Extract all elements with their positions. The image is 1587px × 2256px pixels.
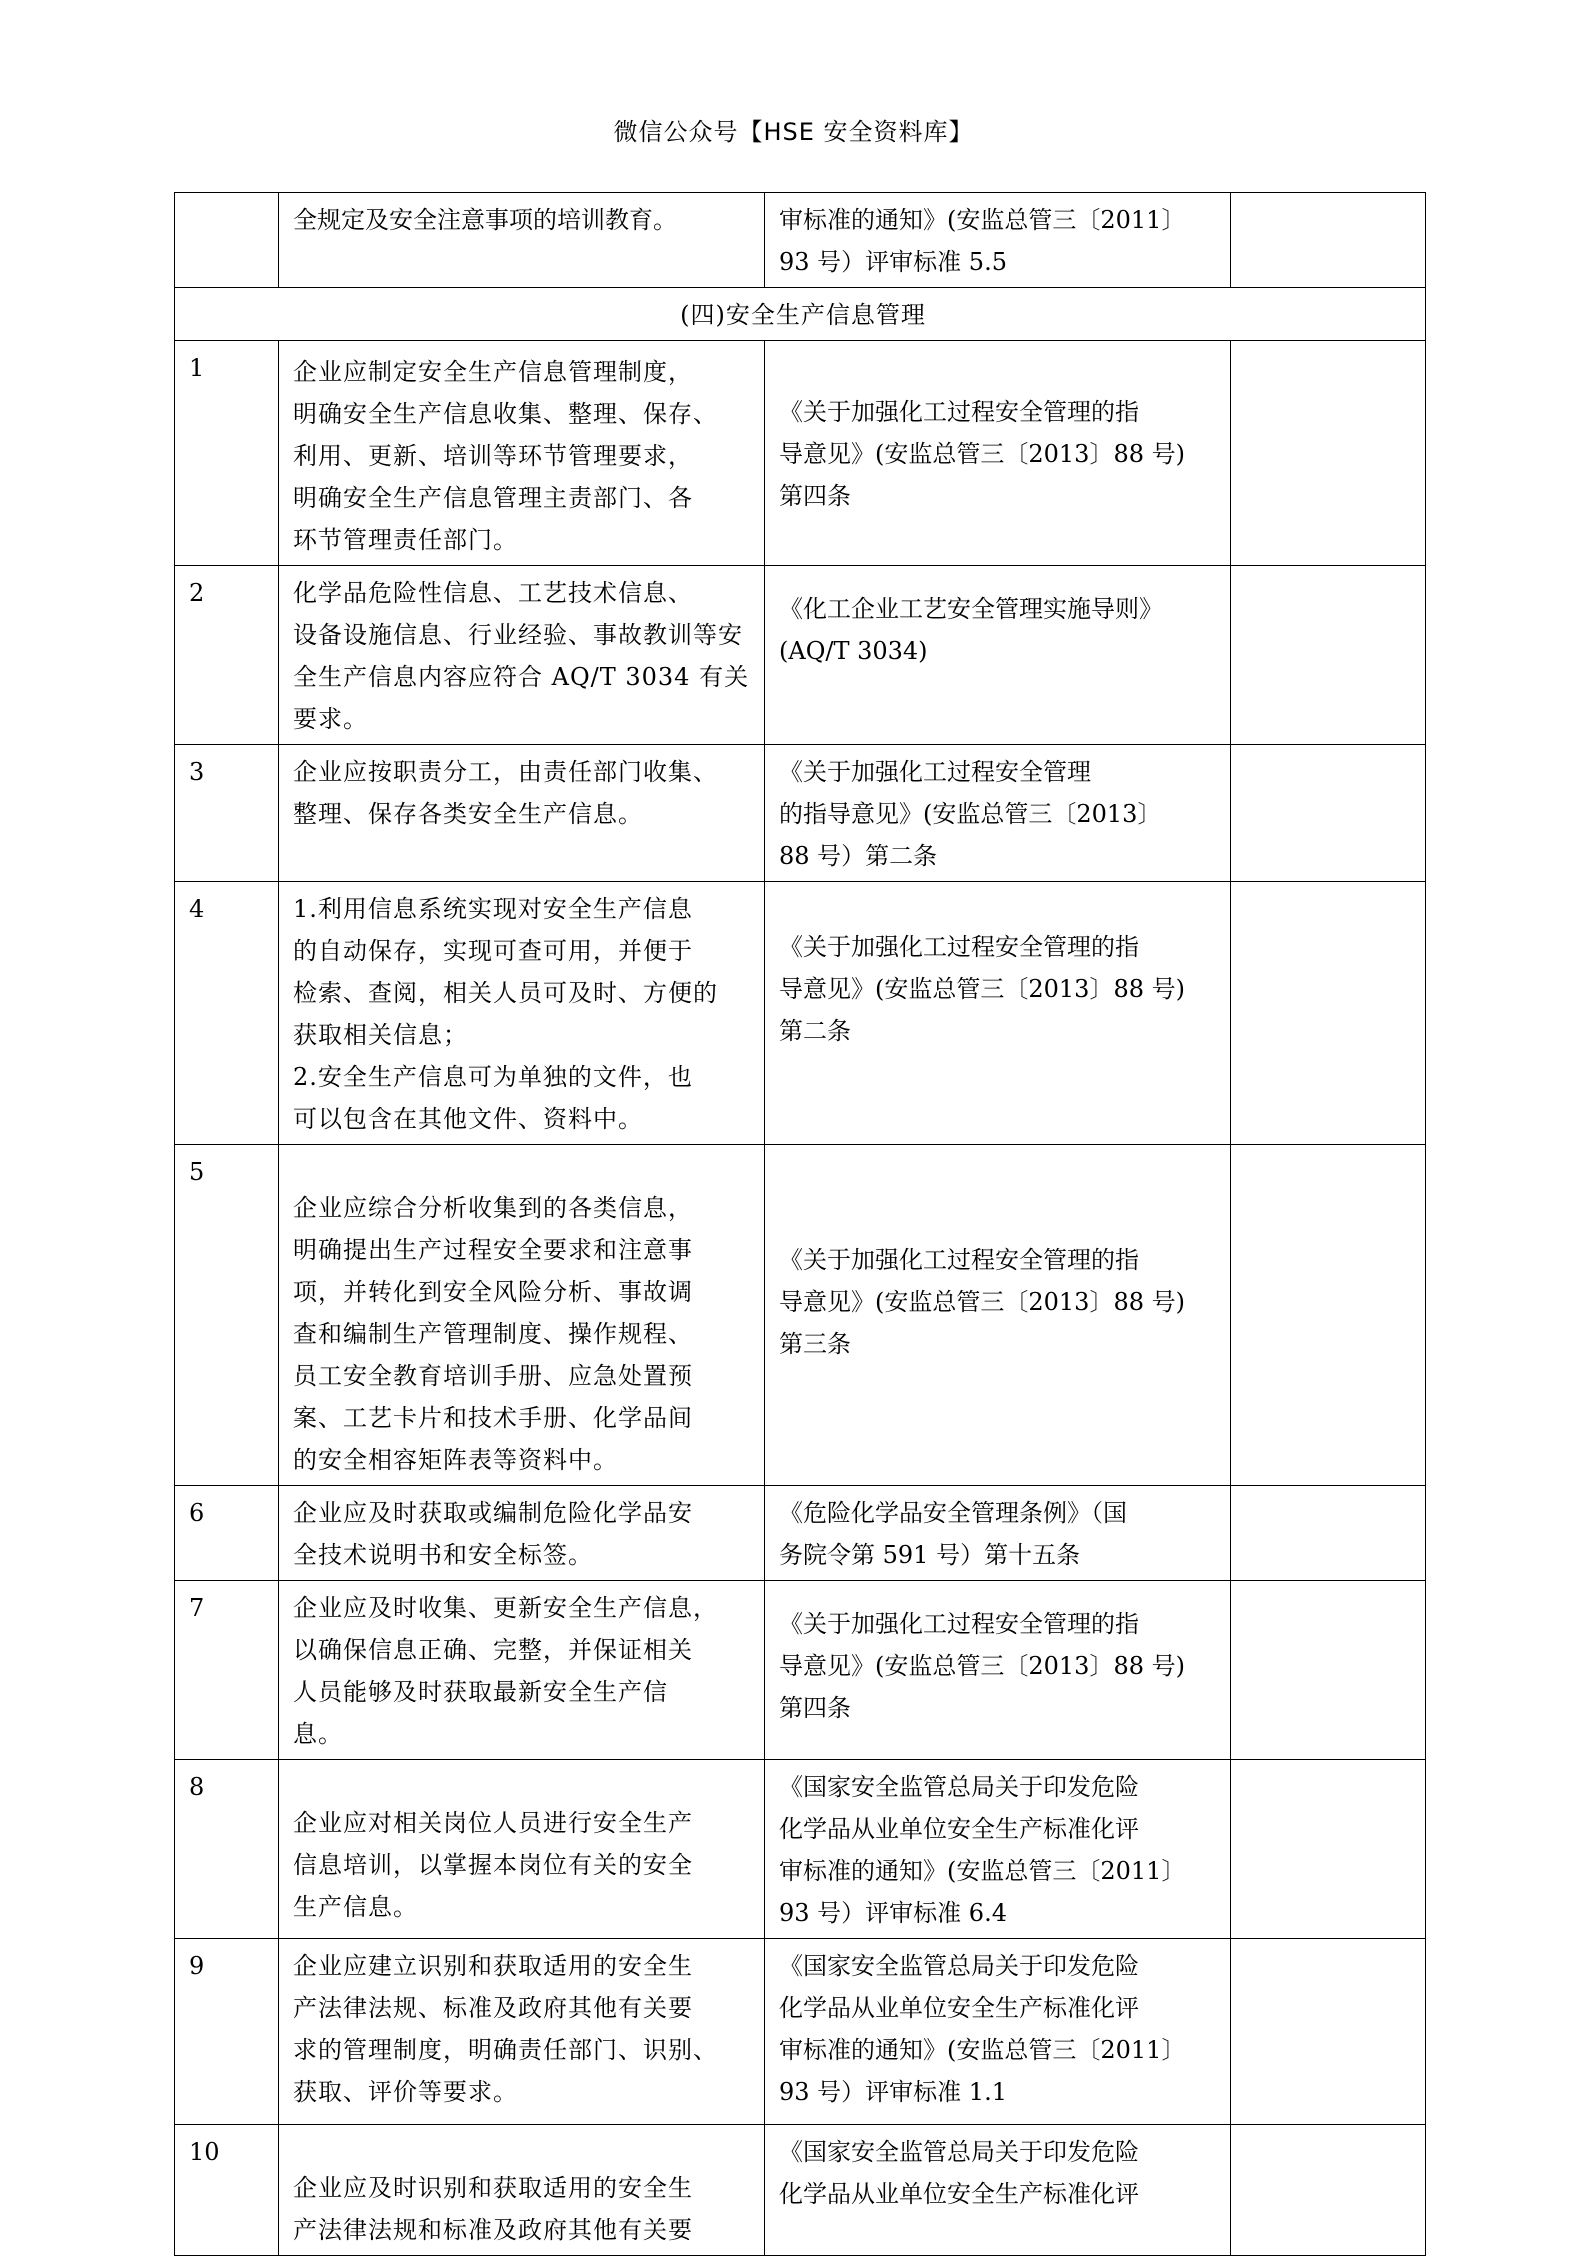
requirement-line: 企业应及时识别和获取适用的安全生 bbox=[293, 2174, 693, 2202]
basis-cell bbox=[765, 745, 1231, 882]
requirement-line: 整理、保存各类安全生产信息。 bbox=[293, 800, 643, 828]
table-row bbox=[175, 566, 1426, 745]
requirement-line: 企业应及时收集、更新安全生产信息， bbox=[293, 1594, 718, 1622]
basis-line: 的指导意见》(安监总管三〔2013〕 bbox=[779, 800, 1162, 828]
requirement-line: 可以包含在其他文件、资料中。 bbox=[293, 1105, 643, 1133]
basis-line: (AQ/T 3034) bbox=[779, 637, 928, 665]
page-header: 微信公众号【HSE 安全资料库】 bbox=[613, 118, 974, 146]
basis-cell bbox=[765, 1486, 1231, 1581]
requirement-line: 信息培训，以掌握本岗位有关的安全 bbox=[293, 1851, 693, 1879]
cell-basis bbox=[765, 193, 1231, 288]
basis-line: 《危险化学品安全管理条例》（国 bbox=[779, 1499, 1127, 1527]
requirement-line: 获取、评价等要求。 bbox=[293, 2078, 518, 2106]
basis-cell bbox=[765, 2125, 1231, 2256]
basis-line: 审标准的通知》(安监总管三〔2011〕 bbox=[779, 1857, 1186, 1885]
basis-line: 《关于加强化工过程安全管理的指 bbox=[779, 933, 1139, 961]
basis-line: 导意见》(安监总管三〔2013〕88 号) bbox=[779, 1652, 1185, 1680]
requirement-cell bbox=[279, 566, 765, 745]
requirement-cell bbox=[279, 882, 765, 1145]
cell-no bbox=[175, 193, 279, 288]
basis-line: 第四条 bbox=[779, 1694, 851, 1722]
requirement-line: 项，并转化到安全风险分析、事故调 bbox=[293, 1278, 693, 1306]
basis-line: 《关于加强化工过程安全管理 bbox=[779, 758, 1091, 786]
requirement-line: 企业应综合分析收集到的各类信息， bbox=[293, 1194, 693, 1222]
basis-line: 务院令第 591 号）第十五条 bbox=[779, 1541, 1081, 1569]
table-row bbox=[175, 1939, 1426, 2125]
basis-line: 第二条 bbox=[779, 1017, 851, 1045]
basis-line: 化学品从业单位安全生产标准化评 bbox=[779, 1815, 1139, 1843]
requirement-line: 企业应制定安全生产信息管理制度， bbox=[293, 358, 693, 386]
requirement-line: 要求。 bbox=[293, 705, 368, 733]
basis-line: 《国家安全监管总局关于印发危险 bbox=[779, 2138, 1139, 2166]
requirement-line: 2.安全生产信息可为单独的文件，也 bbox=[293, 1063, 693, 1091]
basis-line: 《关于加强化工过程安全管理的指 bbox=[779, 1610, 1139, 1638]
basis-cell bbox=[765, 882, 1231, 1145]
basis-line: 化学品从业单位安全生产标准化评 bbox=[779, 1994, 1139, 2022]
requirement-line: 获取相关信息； bbox=[293, 1021, 468, 1049]
basis-cell bbox=[765, 1581, 1231, 1760]
row-number: 1 bbox=[175, 341, 279, 566]
row-number: 8 bbox=[175, 1760, 279, 1939]
note-cell bbox=[1231, 745, 1426, 882]
row-number: 2 bbox=[175, 566, 279, 745]
requirement-cell bbox=[279, 1581, 765, 1760]
requirement-line: 以确保信息正确、完整，并保证相关 bbox=[293, 1636, 693, 1664]
basis-line: 93 号）评审标准 1.1 bbox=[779, 2078, 1007, 2106]
basis-line: 第四条 bbox=[779, 482, 851, 510]
table-row bbox=[175, 745, 1426, 882]
requirement-line: 产法律法规和标准及政府其他有关要 bbox=[293, 2216, 693, 2244]
basis-cell bbox=[765, 566, 1231, 745]
requirement-line: 企业应建立识别和获取适用的安全生 bbox=[293, 1952, 693, 1980]
note-cell bbox=[1231, 2125, 1426, 2256]
requirement-cell bbox=[279, 745, 765, 882]
table-row bbox=[175, 2125, 1426, 2256]
requirement-line: 息。 bbox=[293, 1720, 343, 1748]
table-row-continued bbox=[175, 193, 1426, 288]
requirements-table bbox=[174, 192, 1426, 2256]
note-cell bbox=[1231, 1145, 1426, 1486]
requirement-line: 1.利用信息系统实现对安全生产信息 bbox=[293, 895, 693, 923]
requirement-line: 查和编制生产管理制度、操作规程、 bbox=[293, 1320, 693, 1348]
basis-line: 审标准的通知》(安监总管三〔2011〕 bbox=[779, 2036, 1186, 2064]
requirement-cell bbox=[279, 1486, 765, 1581]
requirement-line: 化学品危险性信息、工艺技术信息、 bbox=[293, 579, 693, 607]
basis-line: 93 号）评审标准 6.4 bbox=[779, 1899, 1007, 1927]
requirement-line: 的安全相容矩阵表等资料中。 bbox=[293, 1446, 618, 1474]
cell-requirement: 全规定及安全注意事项的培训教育。 bbox=[279, 193, 765, 288]
requirement-line: 明确安全生产信息管理主责部门、各 bbox=[293, 484, 693, 512]
basis-cell bbox=[765, 1939, 1231, 2125]
note-cell bbox=[1231, 1760, 1426, 1939]
requirement-line: 明确安全生产信息收集、整理、保存、 bbox=[293, 400, 718, 428]
requirement-line: 明确提出生产过程安全要求和注意事 bbox=[293, 1236, 693, 1264]
note-cell bbox=[1231, 1581, 1426, 1760]
row-number: 6 bbox=[175, 1486, 279, 1581]
requirement-line: 的自动保存，实现可查可用，并便于 bbox=[293, 937, 693, 965]
requirement-line: 企业应及时获取或编制危险化学品安 bbox=[293, 1499, 693, 1527]
note-cell bbox=[1231, 882, 1426, 1145]
requirement-line: 全技术说明书和安全标签。 bbox=[293, 1541, 593, 1569]
row-number: 7 bbox=[175, 1581, 279, 1760]
section-title: (四)安全生产信息管理 bbox=[175, 288, 1426, 341]
requirement-cell bbox=[279, 341, 765, 566]
requirement-line: 检索、查阅，相关人员可及时、方便的 bbox=[293, 979, 718, 1007]
basis-line: 审标准的通知》(安监总管三〔2011〕 bbox=[779, 206, 1186, 234]
basis-line: 《关于加强化工过程安全管理的指 bbox=[779, 398, 1139, 426]
note-cell bbox=[1231, 341, 1426, 566]
requirement-line: 环节管理责任部门。 bbox=[293, 526, 518, 554]
table-row bbox=[175, 341, 1426, 566]
requirement-line: 产法律法规、标准及政府其他有关要 bbox=[293, 1994, 693, 2022]
note-cell bbox=[1231, 566, 1426, 745]
table-row bbox=[175, 1760, 1426, 1939]
requirement-line: 人员能够及时获取最新安全生产信 bbox=[293, 1678, 668, 1706]
basis-line: 导意见》(安监总管三〔2013〕88 号) bbox=[779, 975, 1185, 1003]
basis-line: 化学品从业单位安全生产标准化评 bbox=[779, 2180, 1139, 2208]
row-number: 4 bbox=[175, 882, 279, 1145]
basis-cell bbox=[765, 341, 1231, 566]
requirement-line: 全生产信息内容应符合 AQ/T 3034 有关 bbox=[293, 663, 750, 691]
requirement-line: 企业应按职责分工，由责任部门收集、 bbox=[293, 758, 718, 786]
requirement-line: 求的管理制度，明确责任部门、识别、 bbox=[293, 2036, 718, 2064]
requirement-cell bbox=[279, 1145, 765, 1486]
basis-line: 93 号）评审标准 5.5 bbox=[779, 248, 1007, 276]
basis-cell bbox=[765, 1145, 1231, 1486]
basis-line: 88 号）第二条 bbox=[779, 842, 938, 870]
requirement-line: 设备设施信息、行业经验、事故教训等安 bbox=[293, 621, 743, 649]
table-row bbox=[175, 1486, 1426, 1581]
basis-cell bbox=[765, 1760, 1231, 1939]
table-row bbox=[175, 1581, 1426, 1760]
row-number: 10 bbox=[175, 2125, 279, 2256]
row-number: 5 bbox=[175, 1145, 279, 1486]
basis-line: 导意见》(安监总管三〔2013〕88 号) bbox=[779, 440, 1185, 468]
basis-line: 《国家安全监管总局关于印发危险 bbox=[779, 1952, 1139, 1980]
basis-line: 导意见》(安监总管三〔2013〕88 号) bbox=[779, 1288, 1185, 1316]
requirement-line: 生产信息。 bbox=[293, 1893, 418, 1921]
section-title-row bbox=[175, 288, 1426, 341]
requirement-cell bbox=[279, 2125, 765, 2256]
row-number: 9 bbox=[175, 1939, 279, 2125]
basis-line: 第三条 bbox=[779, 1330, 851, 1358]
requirement-line: 企业应对相关岗位人员进行安全生产 bbox=[293, 1809, 693, 1837]
requirement-cell bbox=[279, 1939, 765, 2125]
table-row bbox=[175, 1145, 1426, 1486]
requirement-cell bbox=[279, 1760, 765, 1939]
row-number: 3 bbox=[175, 745, 279, 882]
basis-line: 《关于加强化工过程安全管理的指 bbox=[779, 1246, 1139, 1274]
table-row bbox=[175, 882, 1426, 1145]
note-cell bbox=[1231, 1939, 1426, 2125]
note-cell bbox=[1231, 1486, 1426, 1581]
requirement-line: 员工安全教育培训手册、应急处置预 bbox=[293, 1362, 693, 1390]
cell-note bbox=[1231, 193, 1426, 288]
basis-line: 《国家安全监管总局关于印发危险 bbox=[779, 1773, 1139, 1801]
requirement-line: 案、工艺卡片和技术手册、化学品间 bbox=[293, 1404, 693, 1432]
requirement-line: 利用、更新、培训等环节管理要求， bbox=[293, 442, 693, 470]
basis-line: 《化工企业工艺安全管理实施导则》 bbox=[779, 595, 1163, 623]
